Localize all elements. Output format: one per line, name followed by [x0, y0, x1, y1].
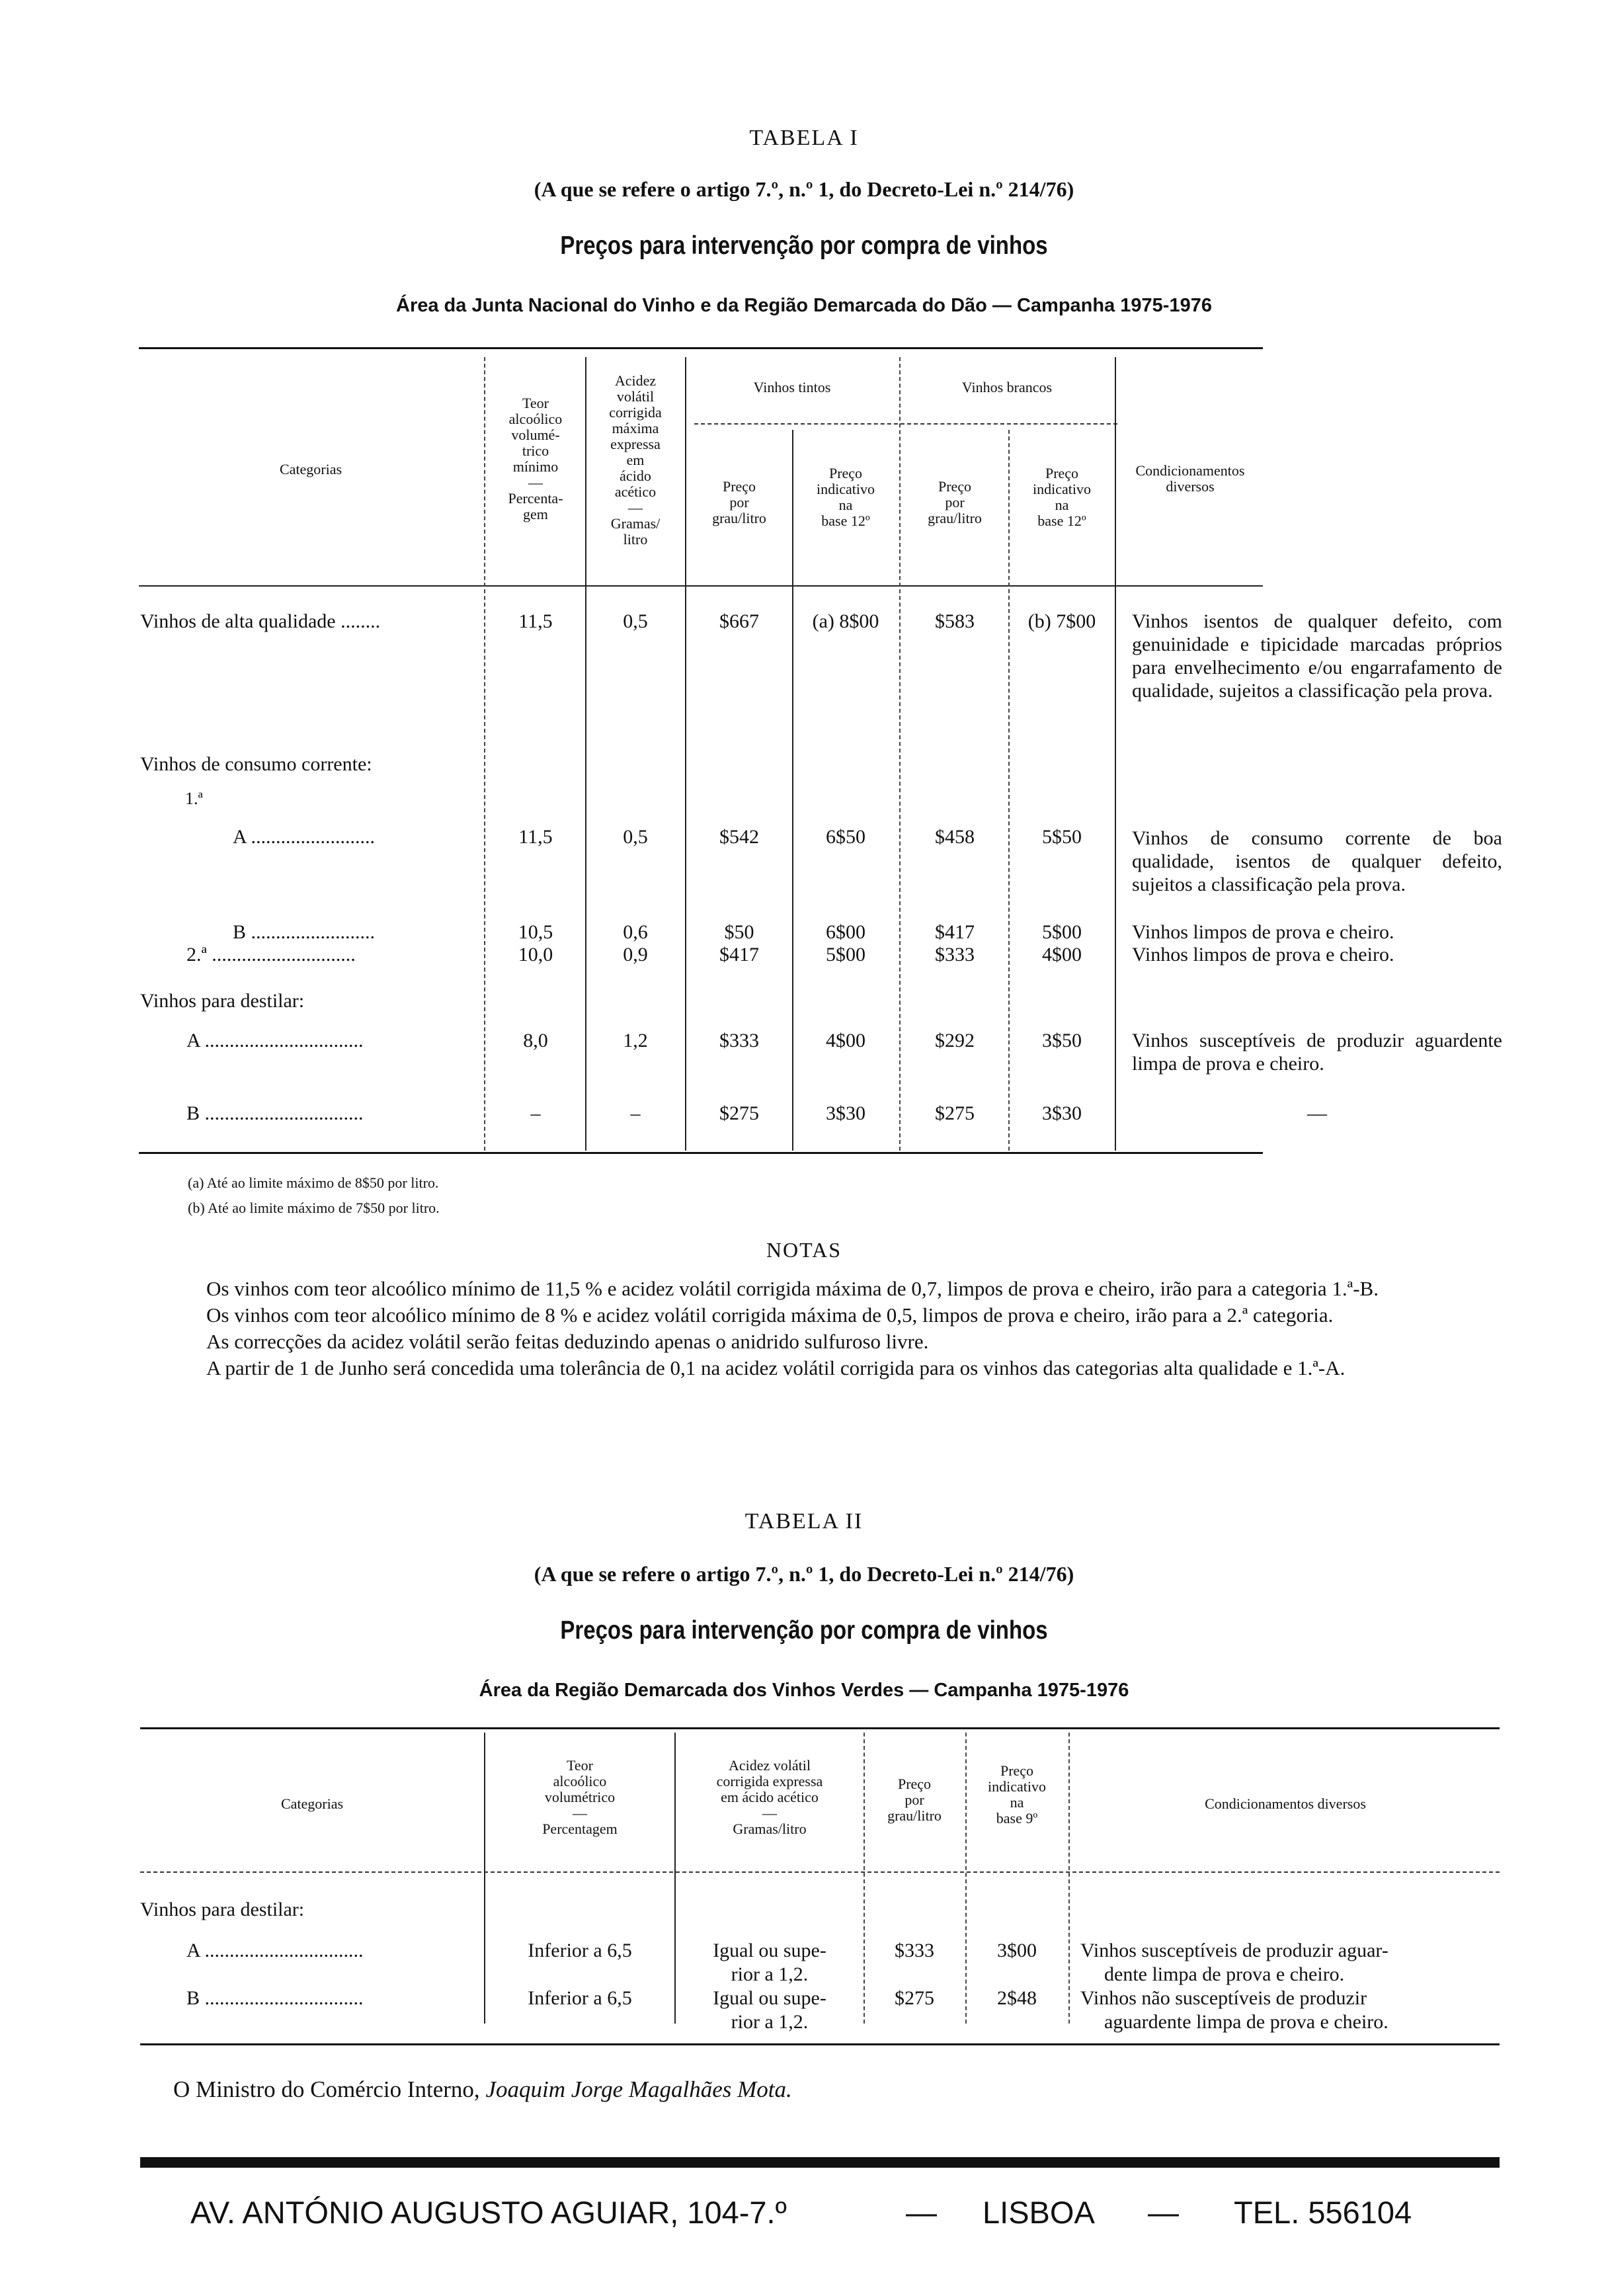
table1-row-teor: 10,0 [518, 944, 553, 965]
table1-header-brancos-ind: Preço indicativo na base 12º [1033, 465, 1091, 529]
table1-group-label: Vinhos de consumo corrente: [140, 753, 372, 775]
table1-heading: Preços para intervenção por compra de vinhos [560, 230, 1048, 260]
table1-row-condition: Vinhos susceptíveis de produzir aguardente limpa de prova e cheiro. [1132, 1030, 1502, 1075]
table1-header-categorias: Categorias [279, 461, 342, 477]
table1-group-rule [694, 423, 1117, 425]
signature [173, 2076, 792, 2103]
table1-row-tintos-grau: $542 [719, 826, 759, 848]
notes-body [180, 1278, 1502, 1383]
table1-title: TABELA I [749, 126, 859, 150]
table1-row-teor: 10,5 [518, 921, 553, 943]
table1-row-tintos-ind: (a) 8$00 [812, 610, 879, 632]
table2-row-ind: 3$00 [997, 1940, 1037, 1961]
table1-row-acidez: 0,9 [623, 944, 648, 965]
table1-row-teor: 11,5 [518, 610, 553, 632]
table2-row-acidez: Igual ou supe- rior a 1,2. [713, 1987, 826, 2033]
table1-row-brancos-ind: 3$30 [1042, 1102, 1082, 1124]
table1-row-condition: Vinhos de consumo corrente de boa qualidade, isentos de qualquer defeito, sujeitos a classificação pela prova. [1132, 827, 1502, 895]
table2-row-teor: Inferior a 6,5 [528, 1940, 632, 1961]
table1-row-tintos-grau: $275 [719, 1102, 759, 1124]
notes-paragraph: A partir de 1 de Junho será concedida uma tolerância de 0,1 na acidez volátil corrigida para os vinhos das categorias alta qualidade e 1.ª-A. [206, 1356, 1346, 1379]
table2-heading: Preços para intervenção por compra de vinhos [560, 1615, 1048, 1645]
table1-row-brancos-grau: $292 [935, 1030, 975, 1051]
table1-row-label: B ......................... [233, 921, 376, 943]
table1-col-divider [1115, 357, 1116, 1151]
table1-row-condition: Vinhos limpos de prova e cheiro. [1132, 921, 1394, 943]
table2-row-condition: Vinhos não susceptíveis de produzir aguardente limpa de prova e cheiro. [1080, 1987, 1388, 2033]
table2-header-condicionamentos: Condicionamentos diversos [1205, 1795, 1366, 1812]
footer-dash: — [1148, 2195, 1179, 2230]
footer-bar [140, 2157, 1500, 2168]
footer-dash: — [906, 2195, 937, 2230]
table2-top-rule [140, 1727, 1500, 1729]
table2-header-ind: Preço indicativo na base 9º [988, 1762, 1046, 1826]
table1-row-acidez: – [630, 1102, 641, 1124]
table2-header-teor: Teor alcoólico volumétrico — Percentagem [542, 1757, 618, 1837]
table2-row-ind: 2$48 [997, 1987, 1037, 2009]
table1-group-label: Vinhos para destilar: [140, 990, 305, 1012]
notes-paragraph: Os vinhos com teor alcoólico mínimo de 8 % e acidez volátil corrigida máxima de 0,5, limpos de prova e cheiro, irão para a 2.ª categoria. [206, 1303, 1334, 1327]
table2-row-teor: Inferior a 6,5 [528, 1987, 632, 2009]
table1-row-label: A ......................... [233, 826, 376, 848]
table1-footnote: (a) Até ao limite máximo de 8$50 por litro. [188, 1174, 439, 1191]
table2-group-label: Vinhos para destilar: [140, 1899, 305, 1920]
table1-header-tintos-grau: Preço por grau/litro [712, 478, 766, 526]
table2-header-categorias: Categorias [280, 1795, 344, 1812]
footer-phone: TEL. 556104 [1234, 2195, 1412, 2230]
table1-row-tintos-ind: 6$50 [826, 826, 865, 848]
table1-row-brancos-ind: 5$00 [1042, 921, 1082, 943]
table1-row-brancos-grau: $458 [935, 826, 975, 848]
table1-col-divider [484, 357, 485, 1151]
table1-row-condition: — [1307, 1102, 1327, 1124]
footer-city: LISBOA [983, 2195, 1095, 2230]
notes-title: NOTAS [766, 1238, 842, 1262]
table1-row-label: 2.ª ............................. [186, 944, 356, 965]
table1-row-brancos-ind: 4$00 [1042, 944, 1082, 965]
table1-row-tintos-grau: $333 [719, 1030, 759, 1051]
table1-col-divider [585, 357, 586, 1151]
table1-header-teor: Teor alcoólico volumé- trico mínimo — Percenta- gem [508, 395, 563, 522]
table1-header-tintos-ind: Preço indicativo na base 12º [817, 465, 875, 529]
table1-row-label: B ................................ [186, 1102, 364, 1124]
table2-bottom-rule [140, 2043, 1500, 2045]
table1-row-tintos-ind: 4$00 [826, 1030, 865, 1051]
notes-paragraph: Os vinhos com teor alcoólico mínimo de 11,5 % e acidez volátil corrigida máxima de 0,7, limpos de prova e cheiro, irão para a categoria 1.ª-B. [206, 1277, 1379, 1300]
table2-header-grau: Preço por grau/litro [887, 1776, 942, 1824]
table1-reference: (A que se refere o artigo 7.º, n.º 1, do Decreto-Lei n.º 214/76) [534, 177, 1074, 201]
table2-row-label: A ................................ [186, 1940, 364, 1961]
table1-row-brancos-grau: $333 [935, 944, 975, 965]
table1-row-acidez: 0,5 [623, 826, 648, 848]
table1-col-divider [899, 357, 901, 1151]
table1-row-teor: 11,5 [518, 826, 553, 848]
table2-reference: (A que se refere o artigo 7.º, n.º 1, do Decreto-Lei n.º 214/76) [534, 1562, 1074, 1586]
notes-paragraph: As correcções da acidez volátil serão feitas deduzindo apenas o anidrido sulfuroso livre. [206, 1330, 929, 1353]
table1-group-label: 1.ª [185, 789, 203, 808]
table1-row-condition: Vinhos isentos de qualquer defeito, com genuinidade e tipicidade marcadas próprios para envelhecimento e/ou engarrafamento de qualidade, sujeitos a classificação pela prova. [1132, 610, 1502, 702]
table1-row-tintos-ind: 3$30 [826, 1102, 865, 1124]
table2-area: Área da Região Demarcada dos Vinhos Verdes — Campanha 1975-1976 [479, 1680, 1129, 1701]
table2-row-acidez: Igual ou supe- rior a 1,2. [713, 1940, 826, 1985]
table1-row-acidez: 0,5 [623, 610, 648, 632]
table1-bottom-rule [139, 1152, 1263, 1154]
table1-row-brancos-grau: $583 [935, 610, 975, 632]
signature-name: Joaquim Jorge Magalhães Mota. [485, 2076, 792, 2102]
table1-row-brancos-ind: 3$50 [1042, 1030, 1082, 1051]
table1-col-divider [685, 357, 686, 1151]
table1-row-brancos-grau: $275 [935, 1102, 975, 1124]
table2-row-grau: $333 [895, 1940, 934, 1961]
table1-row-tintos-ind: 6$00 [826, 921, 865, 943]
table1-row-condition: Vinhos limpos de prova e cheiro. [1132, 944, 1394, 965]
table2-header-acidez: Acidez volátil corrigida expressa em ácido acético — Gramas/litro [716, 1757, 823, 1837]
table2-col-divider [484, 1733, 485, 2024]
table1-row-tintos-ind: 5$00 [826, 944, 865, 965]
table2-row-label: B ................................ [186, 1987, 364, 2009]
table2-title: TABELA II [744, 1509, 864, 1534]
table1-row-tintos-grau: $417 [719, 944, 759, 965]
table1-row-label: A ................................ [186, 1030, 364, 1051]
table1-area: Área da Junta Nacional do Vinho e da Região Demarcada do Dão — Campanha 1975-1976 [396, 295, 1212, 316]
table1-row-tintos-grau: $667 [719, 610, 759, 632]
table2-header-rule [140, 1871, 1500, 1873]
footer-address: AV. ANTÓNIO AUGUSTO AGUIAR, 104-7.º [190, 2195, 787, 2230]
table1-header-brancos: Vinhos brancos [961, 379, 1053, 395]
table1-row-brancos-ind: (b) 7$00 [1027, 610, 1096, 632]
table1-row-acidez: 0,6 [623, 921, 648, 943]
table2-col-divider [1068, 1733, 1070, 2024]
table1-row-brancos-ind: 5$50 [1042, 826, 1082, 848]
signature-prefix: O Ministro do Comércio Interno, [173, 2076, 480, 2102]
table1-header-brancos-grau: Preço por grau/litro [928, 478, 982, 526]
table1-header-rule [139, 585, 1263, 587]
table1-footnote: (b) Até ao limite máximo de 7$50 por litro. [188, 1200, 440, 1216]
table1-header-tintos: Vinhos tintos [753, 379, 831, 395]
table1-row-tintos-grau: $50 [724, 921, 754, 943]
table1-row-acidez: 1,2 [623, 1030, 648, 1051]
table2-row-condition: Vinhos susceptíveis de produzir aguar- dente limpa de prova e cheiro. [1080, 1940, 1388, 1985]
table2-row-grau: $275 [895, 1987, 934, 2009]
table1-row-label: Vinhos de alta qualidade ........ [140, 610, 381, 632]
table1-top-rule [139, 347, 1263, 349]
table2-col-divider [674, 1733, 676, 2024]
table1-row-brancos-grau: $417 [935, 921, 975, 943]
table1-header-condicionamentos: Condicionamentos diversos [1135, 462, 1245, 495]
table1-row-teor: – [530, 1102, 541, 1124]
table1-header-acidez: Acidez volátil corrigida máxima expressa em ácido acético — Gramas/ litro [609, 372, 662, 548]
table1-row-teor: 8,0 [523, 1030, 548, 1051]
